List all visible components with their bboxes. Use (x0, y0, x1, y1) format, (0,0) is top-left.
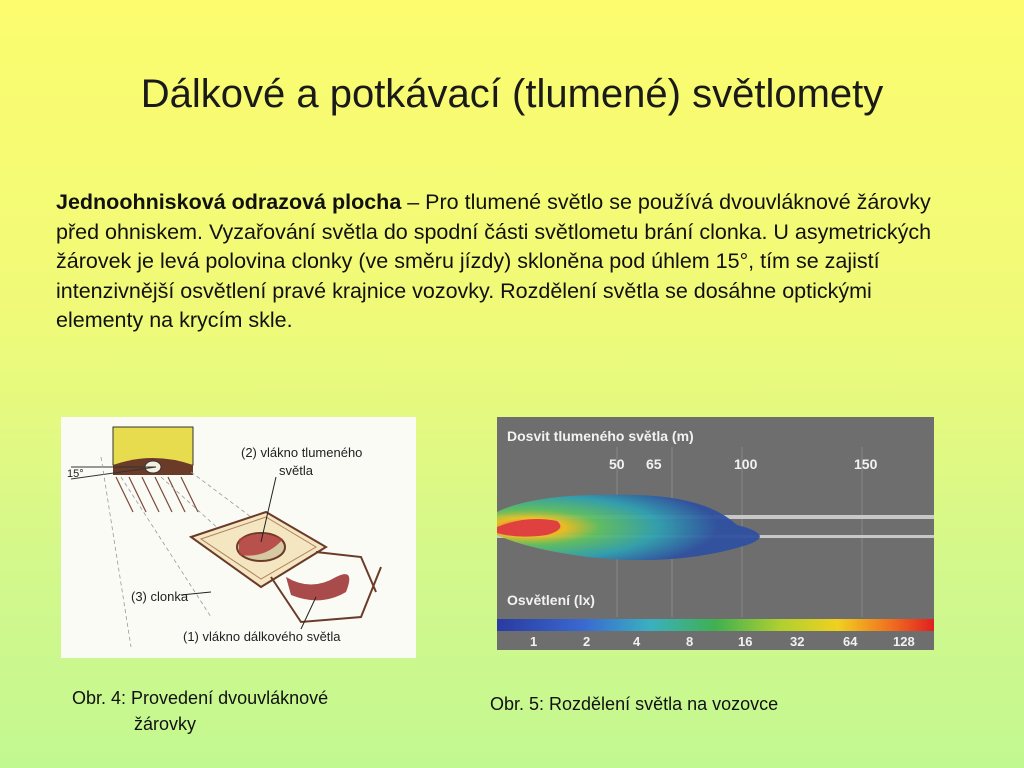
distance-tick-label: 65 (646, 456, 662, 472)
low-beam-filament-label: (2) vlákno tlumeného (241, 445, 363, 460)
angle-label: 15° (67, 468, 84, 480)
lux-tick-label: 16 (738, 634, 753, 649)
lux-tick-label: 1 (530, 634, 538, 649)
figure5-caption: Obr. 5: Rozdělení světla na vozovce (490, 694, 779, 714)
paragraph-heading: Jednoohnisková odrazová plocha (56, 190, 402, 214)
paragraph-text: – Pro tlumené světlo se používá dvouvláknové žárovky před ohniskem. Vyzařování světla do spodní části světlometu brání clonka. U asymetrických žárovek je levá polovina clonky (ve směru jízdy) skloněna pod úhlem 15°, tím se zajistí intenzivnější osvětlení pravé krajnice vozovky. Rozdělení světla se dosáhne optickými elementy na krycím skle. (56, 190, 932, 332)
lux-tick-label: 64 (843, 634, 858, 649)
high-beam-filament-label: (1) vlákno dálkového světla (183, 629, 341, 644)
lux-tick-label: 2 (583, 634, 591, 649)
chart-header: Dosvit tlumeného světla (m) (507, 428, 694, 444)
figure4-caption-line1: Obr. 4: Provedení dvouvláknové (72, 688, 329, 708)
lux-tick-label: 128 (893, 634, 915, 649)
distance-tick-label: 100 (734, 456, 758, 472)
distance-tick-label: 150 (854, 456, 878, 472)
figure4-caption (72, 685, 328, 737)
slide-title: Dálkové a potkávací (tlumené) světlomety (140, 72, 884, 116)
lux-tick-label: 4 (633, 634, 641, 649)
lux-tick-label: 32 (790, 634, 805, 649)
light-distribution-figure (497, 417, 934, 650)
figure4-caption-line2: žárovky (134, 714, 197, 734)
shield-label: (3) clonka (131, 589, 189, 604)
illumination-label: Osvětlení (lx) (507, 592, 595, 608)
lux-tick-label: 8 (686, 634, 694, 649)
bulb-diagram-figure (61, 417, 416, 658)
body-paragraph (56, 188, 956, 336)
low-beam-filament-label-2: světla (279, 463, 313, 478)
distance-tick-label: 50 (609, 456, 625, 472)
